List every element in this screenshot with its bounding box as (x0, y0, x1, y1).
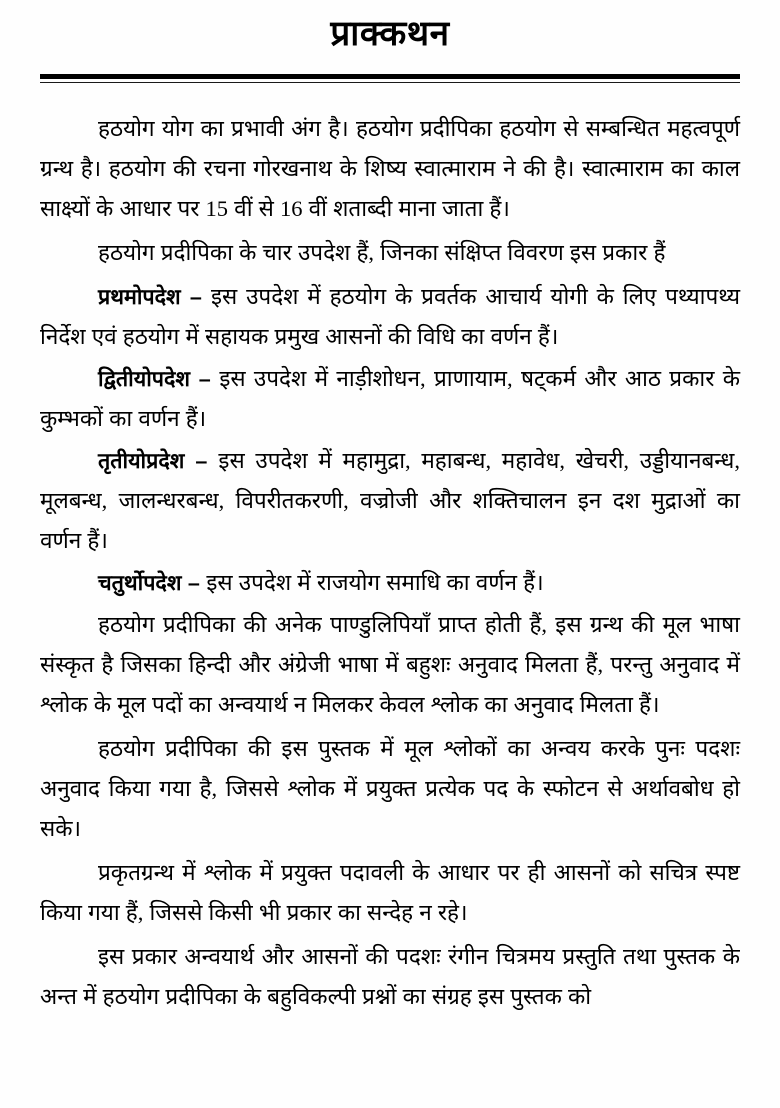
header-divider (40, 74, 740, 83)
paragraph-8-text: हठयोग प्रदीपिका की इस पुस्तक में मूल श्लोकों का अन्वय करके पुनः पदशः अनुवाद किया गया है, जिससे श्लोक में प्रयुक्त प्रत्येक पद के स्फोटन से अर्थावबोध हो सके। (40, 736, 740, 842)
paragraph-pratham-upadesha-text: इस उपदेश में हठयोग के प्रवर्तक आचार्य योगी के लिए पथ्यापथ्य निर्देश एवं हठयोग में सहायक प्रमुख आसनों की विधि का वर्णन हैं। (40, 284, 740, 350)
heading-tritiya-upadesha: तृतीयोप्रदेश – (98, 449, 219, 474)
paragraph-pratham-upadesha (40, 277, 740, 357)
paragraph-2 (40, 233, 740, 273)
heading-chaturth-upadesha: चतुर्थोपदेश – (98, 571, 207, 596)
paragraph-chaturth-upadesha-text: इस उपदेश में राजयोग समाधि का वर्णन हैं। (206, 570, 544, 596)
paragraph-chaturth-upadesha (40, 563, 740, 603)
page-title: प्राक्कथन (330, 14, 450, 53)
paragraph-tritiya-upadesha-text: इस उपदेश में महामुद्रा, महाबन्ध, महावेध, खेचरी, उड्डीयानबन्ध, मूलबन्ध, जालन्धरबन्ध, विपरीतकरणी, वज्रोजी और शक्तिचालन इन दश मुद्राओं का वर्णन हैं। (40, 448, 740, 554)
paragraph-dwitiya-upadesha-text: इस उपदेश में नाड़ीशोधन, प्राणायाम, षट्कर्म और आठ प्रकार के कुम्भकों का वर्णन हैं। (40, 366, 740, 432)
paragraph-9-text: प्रकृतग्रन्थ में श्लोक में प्रयुक्त पदावली के आधार पर ही आसनों को सचित्र स्पष्ट किया गया हैं, जिससे किसी भी प्रकार का सन्देह न रहे। (40, 860, 740, 926)
title-block (0, 0, 780, 54)
paragraph-10-clipped (40, 937, 740, 1017)
paragraph-7 (40, 605, 740, 725)
paragraph-1 (40, 109, 740, 229)
paragraph-10-text: इस प्रकार अन्वयार्थ और आसनों की पदशः रंगीन चित्रमय प्रस्तुति तथा पुस्तक के अन्त में हठयोग प्रदीपिका के बहुविकल्पी प्रश्नों का संग्रह इस पुस्तक को (40, 944, 740, 1010)
paragraph-tritiya-upadesha (40, 441, 740, 561)
heading-pratham-upadesha: प्रथमोपदेश – (98, 285, 211, 310)
body-text (0, 83, 780, 1017)
paragraph-1-text: हठयोग योग का प्रभावी अंग है। हठयोग प्रदीपिका हठयोग से सम्बन्धित महत्वपूर्ण ग्रन्थ है। हठयोग की रचना गोरखनाथ के शिष्य स्वात्माराम ने की है। स्वात्माराम का काल साक्ष्यों के आधार पर 15 वीं से 16 वीं शताब्दी माना जाता हैं। (40, 116, 740, 222)
paragraph-7-text: हठयोग प्रदीपिका की अनेक पाण्डुलिपियाँ प्राप्त होती हैं, इस ग्रन्थ की मूल भाषा संस्कृत है जिसका हिन्दी और अंग्रेजी भाषा में बहुशः अनुवाद मिलता हैं, परन्तु अनुवाद में श्लोक के मूल पदों का अन्वयार्थ न मिलकर केवल श्लोक का अनुवाद मिलता हैं। (40, 612, 740, 718)
heading-dwitiya-upadesha: द्वितीयोपदेश – (98, 367, 220, 392)
paragraph-2-text: हठयोग प्रदीपिका के चार उपदेश हैं, जिनका संक्षिप्त विवरण इस प्रकार हैं (98, 240, 666, 266)
paragraph-8 (40, 729, 740, 849)
paragraph-dwitiya-upadesha (40, 359, 740, 439)
paragraph-9 (40, 853, 740, 933)
